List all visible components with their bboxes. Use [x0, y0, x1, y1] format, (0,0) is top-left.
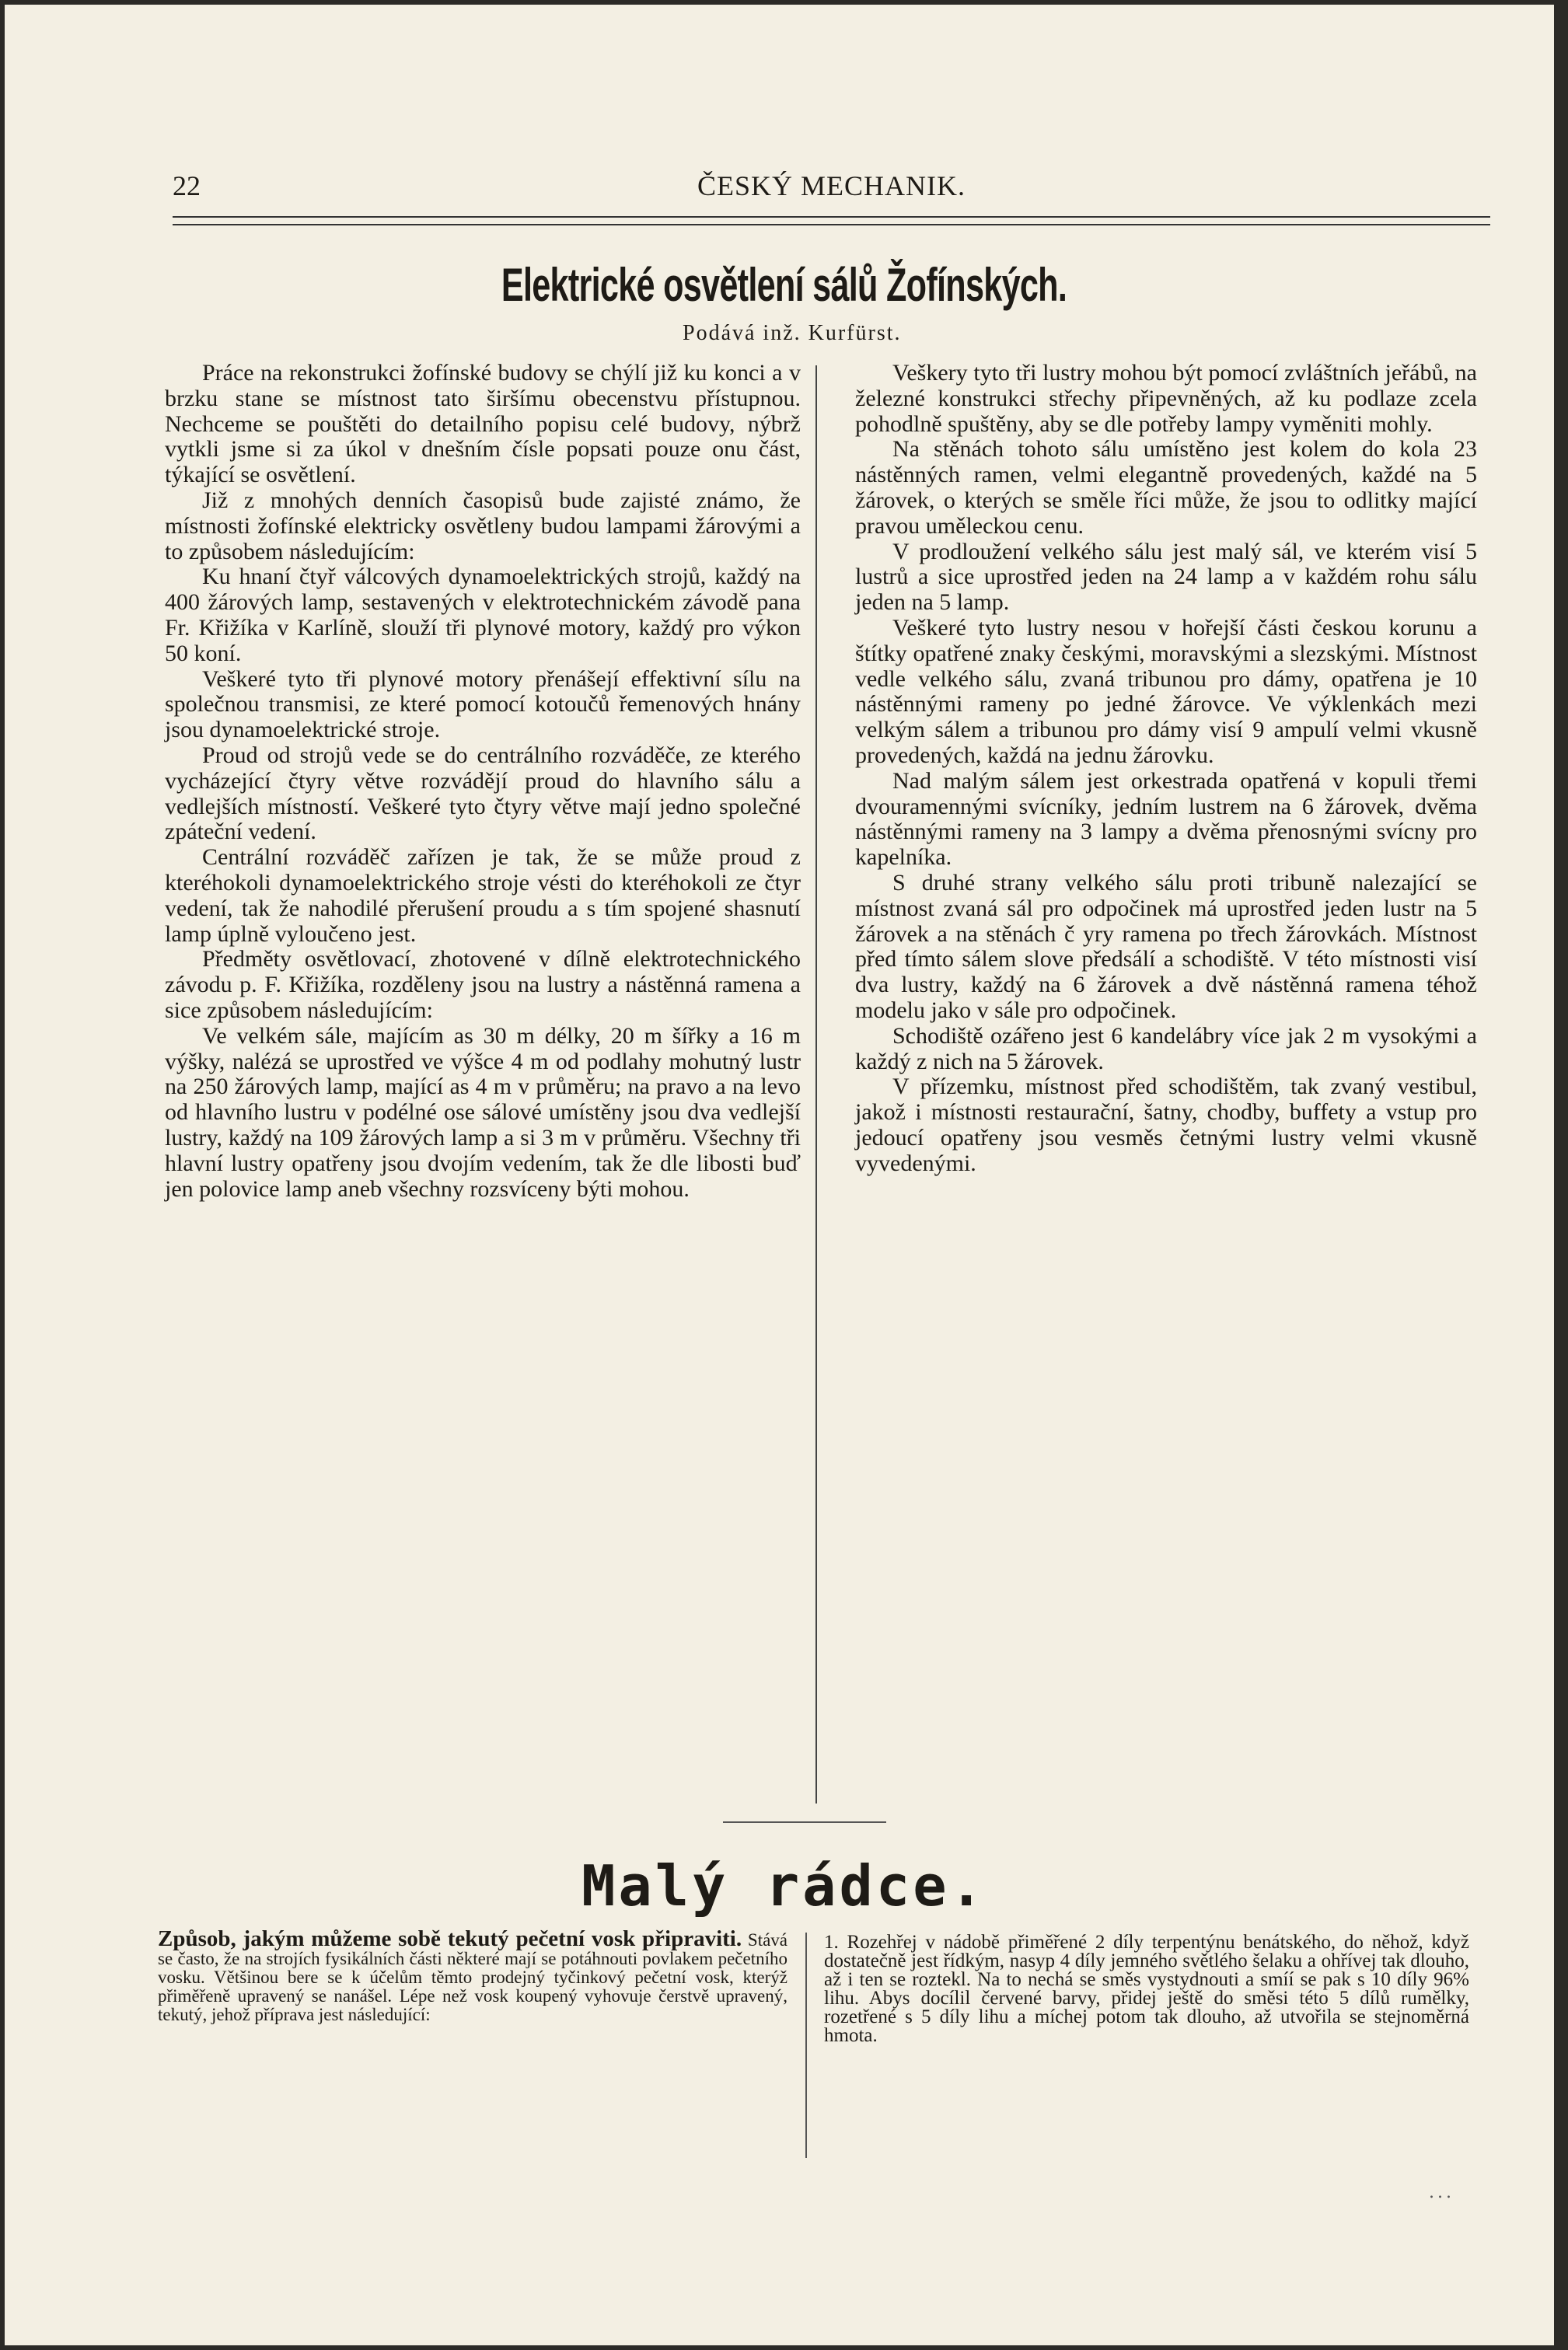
article-byline: Podává inž. Kurfürst.	[683, 321, 902, 345]
paragraph: Ve velkém sále, majícím as 30 m délky, 20 m šířky a 16 m výšky, nalézá se uprostřed ve výšce 4 m od podlahy mohutný lustr na 250 žárových lamp, mající as 4 m v průměru; na pravo a na levo od hlavního lustru v podélné ose sálové umístěny jsou dva vedlejší lustry, každý na 109 žárových lamp a si 3 m v průměru. Všechny tři hlavní lustry opatřeny jsou dvojím vedením, tak že dle libosti buď jen polovice lamp aneb všechny rozsvíceny býti mohou.	[165, 1022, 801, 1202]
paragraph: V prodloužení velkého sálu jest malý sál, ve kterém visí 5 lustrů a sice uprostřed jeden na 24 lamp a v každém rohu sálu jeden na 5 lamp.	[855, 538, 1477, 616]
rubric-recipe: 1. Rozehřej v nádobě přiměřené 2 díly terpentýnu benátského, do něhož, když dostatečně jest řídkým, nasyp 4 díly jemného světlého šelaku a ohřívej tak dlouho, až i ten se roztekl. Na to nechá se směs vystydnouti a smíí se pak s 10 díly 96% lihu. Abys docílil červené barvy, přidej ještě do směsi této 5 dílů rumělky, rozetřené s 5 díly lihu a míchej potom tak dlouho, až utvořila se stejnoměrná hmota.	[824, 1932, 1469, 2046]
paragraph: S druhé strany velkého sálu proti tribuně nalezající se místnost zvaná sál pro odpočinek má uprostřed jeden lustr na 5 žárovek a na stěnách č yry ramena po třech žárovkách. Místnost před tímto sálem slove předsálí a schodiště. V této místnosti visí dva lustry, každý na 6 žárovek a dvě nástěnná ramena téhož modelu jako v sále pro odpočinek.	[855, 869, 1477, 1023]
paragraph: Veškeré tyto tři plynové motory přenášejí effektivní sílu na společnou transmisi, ze které pomocí kotoučů řemenových hnány jsou dynamoelektrické stroje.	[165, 665, 801, 743]
scan-edge-right	[1554, 0, 1568, 2350]
section-separator	[723, 1821, 886, 1823]
paragraph: Ku hnaní čtyř válcových dynamoelektrických strojů, každý na 400 žárových lamp, sestavených v elektrotechnickém závodě pana Fr. Křižíka v Karlíně, slouží tři plynové motory, každý pro výkon 50 koní.	[165, 564, 801, 666]
rubric-entry-heading: Způsob, jakým můžeme sobě tekutý pečetní vosk připraviti.	[158, 1926, 742, 1951]
paragraph: Práce na rekonstrukci žofínské budovy se chýlí již ku konci a v brzku stane se místnost tato širšímu obecenstvu přístupnou. Nechceme se pouštěti do detailního popisu celé budovy, nýbrž vytkli jsme si za úkol v dnešním čísle popsati pouze onu část, týkající se osvětlení.	[165, 360, 801, 488]
corner-mark: ...	[1429, 2183, 1455, 2202]
paragraph: Veškery tyto tři lustry mohou být pomocí zvláštních jeřábů, na železné konstrukci střechy připevněných, až ku podlaze zcela pohodlně spuštěny, aby se dle potřeby lampy vyměniti mohly.	[855, 360, 1477, 437]
rubric-entry	[158, 1928, 787, 2024]
running-head: ČESKÝ MECHANIK.	[697, 170, 966, 201]
rubric-column-divider	[805, 1933, 807, 2158]
paragraph: V přízemku, místnost před schodištěm, tak zvaný vestibul, jakož i místnosti restaurační, šatny, chodby, buffety a vstup pro jedoucí opatřeny jsou vesměs četnými lustry velmi vkusně vyvedenými.	[855, 1074, 1477, 1176]
paragraph: Již z mnohých denních časopisů bude zajisté známo, že místnosti žofínské elektricky osvětleny budou lampami žárovými a to způsobem následujícím:	[165, 487, 801, 564]
paragraph: Předměty osvětlovací, zhotovené v dílně elektrotechnického závodu p. F. Křižíka, rozděleny jsou na lustry a nástěnná ramena a sice způsobem následujícím:	[165, 946, 801, 1023]
paragraph: Na stěnách tohoto sálu umístěno jest kolem do kola 23 nástěnných ramen, velmi elegantně provedených, každé na 5 žárovek, o kterých se směle říci může, že jsou to odlitky mající pravou uměleckou cenu.	[855, 436, 1477, 539]
header-rule	[173, 216, 1490, 225]
article-column-right	[855, 361, 1477, 1177]
page-number: 22	[173, 170, 201, 201]
article-column-left	[165, 361, 801, 1202]
page-header	[173, 169, 1490, 201]
paragraph: Schodiště ozářeno jest 6 kandelábry více jak 2 m vysokými a každý z nich na 5 žárovek.	[855, 1022, 1477, 1074]
column-divider	[815, 365, 817, 1804]
paragraph: Proud od strojů vede se do centrálního rozváděče, ze kterého vycházející čtyry větve rozvádějí proud do hlavního sálu a vedlejších místností. Veškeré tyto čtyry větve mají jedno společné zpáteční vedení.	[165, 742, 801, 845]
paragraph: Nad malým sálem jest orkestrada opatřená v kopuli třemi dvouramennými svícníky, jedním lustrem na 6 žárovek, dvěma nástěnnými rameny na 3 lampy a dvěma přenosnými svícny pro kapelníka.	[855, 767, 1477, 871]
rubric-column-right	[824, 1933, 1469, 2045]
rubric-column-left	[158, 1928, 787, 2024]
paragraph: Veškeré tyto lustry nesou v hořejší části českou korunu a štítky opatřené znaky českými, moravskými a slezskými. Místnost vedle velkého sálu, zvaná tribunou pro dámy, opatřena je 10 nástěnnými rameny po jedné žárovce. Ve výklenkách mezi velkým sálem a tribunou pro dámy visí 9 ampulí velmi vkusně provedených, každá na jednu žárovku.	[855, 614, 1477, 768]
rubric-entry-text: Stává se často, že na strojích fysikálních části některé mají se potáhnouti povlakem pečetního vosku. Většinou bere se k účelům těmto prodejný tyčinkový pečetní vosk, kterýž přiměřeně upravený se nanášel. Lépe než vosk koupený vyhovuje čerstvě upravený, tekutý, jehož příprava jest následující:	[158, 1930, 788, 2024]
paragraph: Centrální rozváděč zařízen je tak, že se může proud z kteréhokoli dynamoelektrického stroje vésti do kteréhokoli ze čtyr vedení, tak že nahodilé přerušení proudu a s tím spojené shasnutí lamp úplně vyloučeno jest.	[165, 844, 801, 947]
article-title: Elektrické osvětlení sálů Žofínských.	[501, 259, 1067, 311]
rubric-title: Malý rádce.	[581, 1853, 987, 1919]
